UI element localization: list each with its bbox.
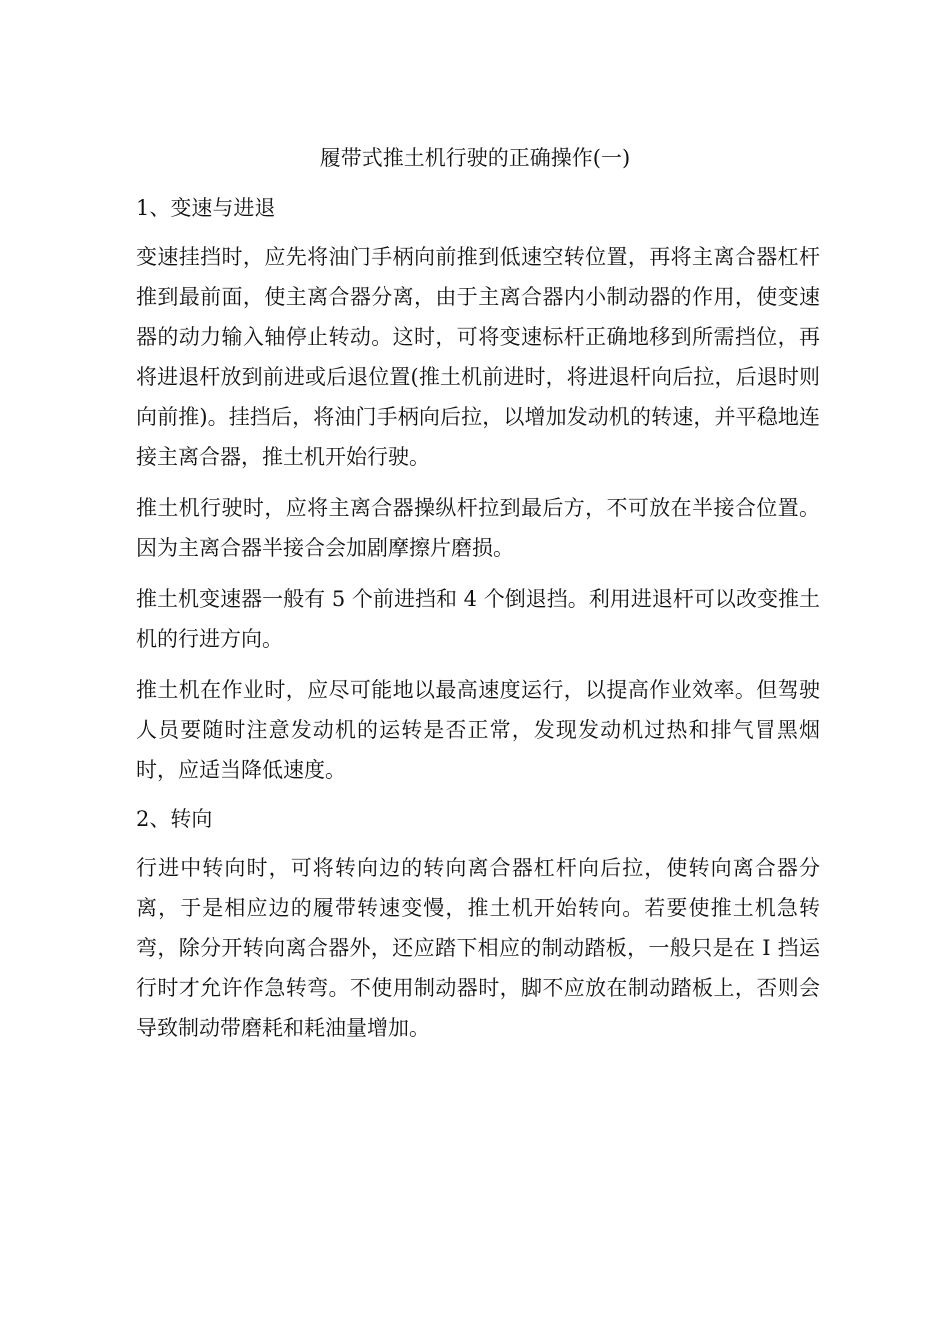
paragraph: 变速挂挡时，应先将油门手柄向前推到低速空转位置，再将主离合器杠杆推到最前面，使主离合器分离，由于主离合器内小制动器的作用，使变速器的动力输入轴停止转动。这时，可将变速标杆正确地移到所需挡位，再将进退杆放到前进或后退位置(推土机前进时，将进退杆向后拉，后退时则向前推)。挂挡后，将油门手柄向后拉，以增加发动机的转速，并平稳地连接主离合器，推土机开始行驶。 <box>136 245 820 469</box>
paragraph: 推土机行驶时，应将主离合器操纵杆拉到最后方，不可放在半接合位置。因为主离合器半接合会加剧摩擦片磨损。 <box>136 496 820 560</box>
paragraph: 行进中转向时，可将转向边的转向离合器杠杆向后拉，使转向离合器分离，于是相应边的履带转速变慢，推土机开始转向。若要使推土机急转弯，除分开转向离合器外，还应踏下相应的制动踏板，一般只是在 I 挡运行时才允许作急转弯。不使用制动器时，脚不应放在制动踏板上，否则会导致制动带磨耗和耗油量增加。 <box>136 856 820 1040</box>
section-heading: 2、转向 <box>136 807 213 831</box>
section-steering <box>136 801 820 1048</box>
paragraph: 推土机在作业时，应尽可能地以最高速度运行，以提高作业效率。但驾驶人员要随时注意发动机的运转是否正常，发现发动机过热和排气冒黑烟时，应适当降低速度。 <box>136 678 820 782</box>
document-title: 履带式推土机行驶的正确操作(一) <box>319 146 631 170</box>
paragraph: 推土机变速器一般有 5 个前进挡和 4 个倒退挡。利用进退杆可以改变推土机的行进方向。 <box>136 587 820 651</box>
section-gear-shift <box>136 190 820 790</box>
section-heading: 1、变速与进退 <box>136 196 276 220</box>
document-body <box>136 190 820 1059</box>
